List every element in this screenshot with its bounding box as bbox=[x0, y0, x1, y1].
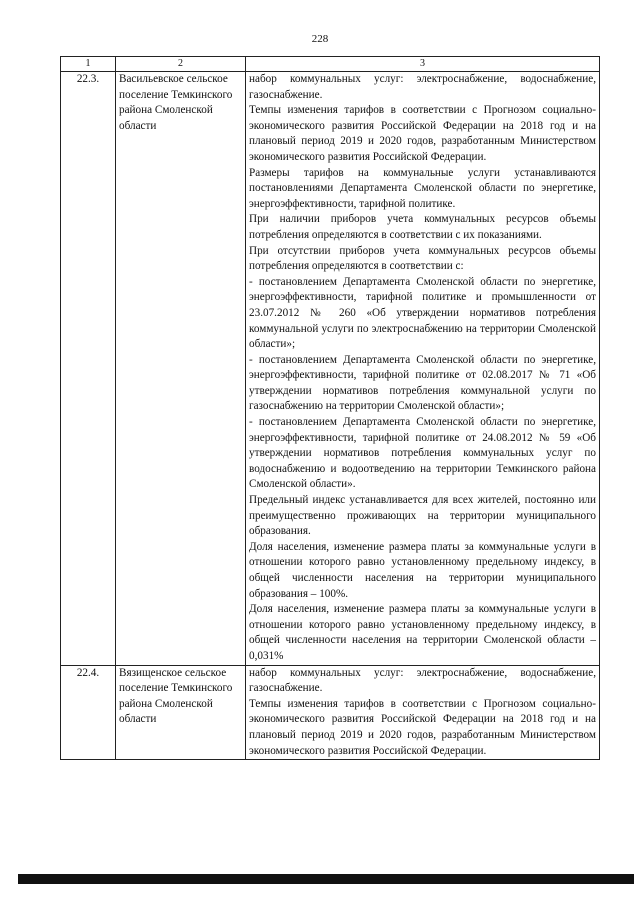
column-header-2: 2 bbox=[116, 57, 246, 72]
paragraph: - постановлением Департамента Смоленской области по энергетике, энергоэффективности, тарифной политике от 24.08.2012 № 59 «Об утверждении нормативов потребления коммунальных услуг по водоснабжению и водоотведению на территории Темкинского района Смоленской области». bbox=[249, 416, 596, 491]
paragraph: Темпы изменения тарифов в соответствии с Прогнозом социально-экономического развития Российской Федерации на 2018 год и на плановый период 2019 и 2020 годов, разработанным Министерством экономического развития Российской Федерации. bbox=[249, 104, 596, 163]
paragraph: Темпы изменения тарифов в соответствии с Прогнозом социально-экономического развития Российской Федерации на 2018 год и на плановый период 2019 и 2020 годов, разработанным Министерством экономического развития Российской Федерации. bbox=[249, 697, 596, 757]
table-row bbox=[61, 665, 600, 760]
paragraph: Размеры тарифов на коммунальные услуги устанавливаются постановлениями Департамента Смоленской области по энергетике, энергоэффективности, тарифной политике. bbox=[249, 166, 596, 210]
settlement-name: Васильевское сельское поселение Темкинского района Смоленской области bbox=[119, 73, 233, 132]
settlement-name: Вязищенское сельское поселение Темкинского района Смоленской области bbox=[119, 666, 233, 726]
paragraph: Предельный индекс устанавливается для всех жителей, постоянно или преимущественно проживающих на территории муниципального образования. bbox=[249, 494, 596, 538]
document-table bbox=[60, 56, 600, 760]
row-number: 22.3. bbox=[61, 72, 116, 666]
paragraph: - постановлением Департамента Смоленской области по энергетике, энергоэффективности, тарифной политике от 02.08.2017 № 71 «Об утверждении нормативов потребления коммунальной услуги по газоснабжению на территории Смоленской области»; bbox=[249, 353, 596, 413]
page-number: 228 bbox=[311, 33, 329, 45]
paragraph: набор коммунальных услуг: электроснабжение, водоснабжение, газоснабжение. bbox=[249, 73, 596, 101]
paragraph: При наличии приборов учета коммунальных ресурсов объемы потребления определяются в соответствии с их показаниями. bbox=[249, 213, 596, 241]
paragraph: При отсутствии приборов учета коммунальных ресурсов объемы потребления определяются в соответствии с: bbox=[249, 244, 596, 273]
paragraph: - постановлением Департамента Смоленской области по энергетике, энергоэффективности, тарифной политике и промышленности от 23.07.2012 № 260 «Об утверждении нормативов потребления коммунальной услуги по электроснабжению на территории Смоленской области»; bbox=[249, 275, 596, 351]
description-cell bbox=[246, 72, 600, 666]
paragraph: набор коммунальных услуг: электроснабжение, водоснабжение, газоснабжение. bbox=[249, 666, 596, 695]
column-header-1: 1 bbox=[61, 57, 116, 72]
settlement-name-cell bbox=[116, 72, 246, 666]
settlement-name-cell bbox=[116, 665, 246, 760]
table-row bbox=[61, 72, 600, 666]
column-header-3: 3 bbox=[246, 57, 600, 72]
row-number: 22.4. bbox=[61, 665, 116, 760]
bottom-scan-bar bbox=[18, 874, 634, 884]
table-header-row bbox=[61, 57, 600, 72]
paragraph: Доля населения, изменение размера платы за коммунальные услуги в отношении которого равно установленному предельному индексу, в общей численности населения на территории Смоленской области – 0,031% bbox=[249, 603, 596, 662]
paragraph: Доля населения, изменение размера платы за коммунальные услуги в отношении которого равно установленному предельному индексу, в общей численности населения на территории муниципального образования – 100%. bbox=[249, 540, 596, 600]
description-cell bbox=[246, 665, 600, 760]
